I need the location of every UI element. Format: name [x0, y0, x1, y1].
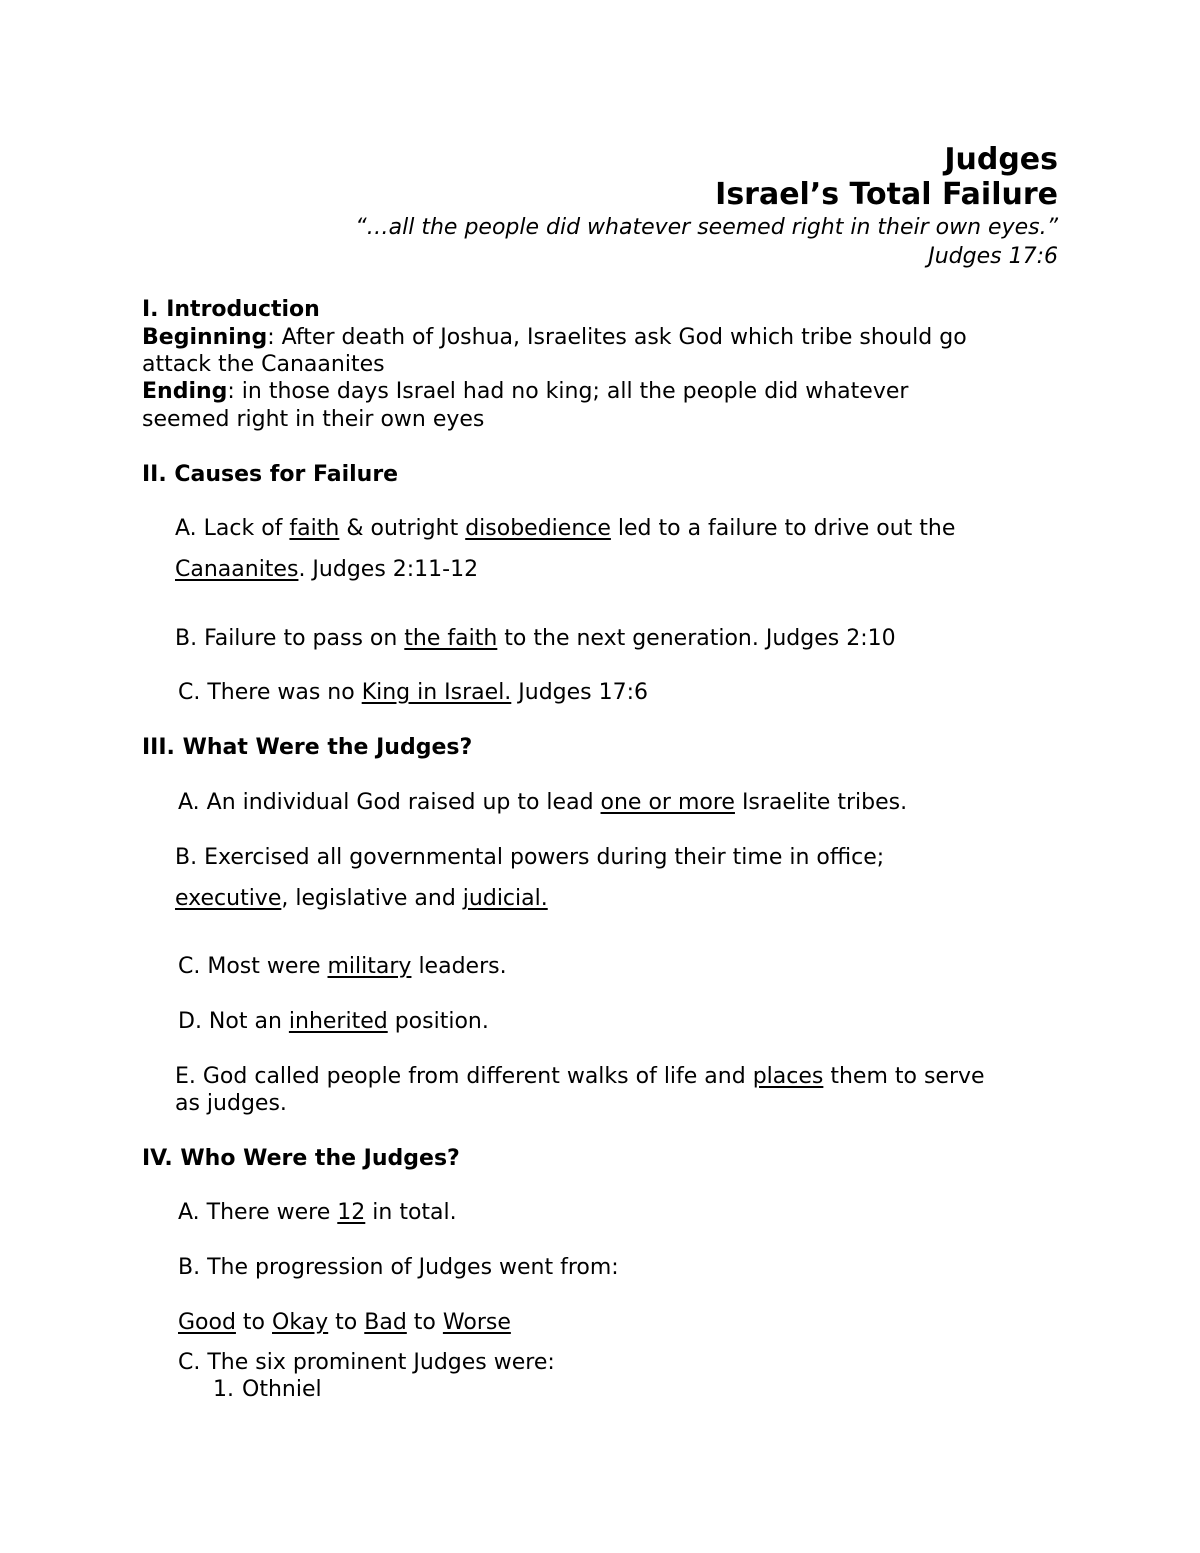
section-heading-what: III. What Were the Judges?: [142, 735, 473, 760]
underlined-term: Bad: [364, 1310, 407, 1335]
what-item-a: [178, 789, 907, 817]
document-title: Judges: [944, 142, 1058, 177]
item-text: D. Not an: [178, 1009, 289, 1034]
item-text: A. An individual God raised up to lead: [178, 790, 601, 815]
section-heading-introduction: I. Introduction: [142, 297, 320, 322]
progression-line: [178, 1309, 511, 1337]
item-text: A. There were: [178, 1200, 338, 1225]
list-number: 1.: [213, 1377, 234, 1402]
intro-beginning-line: [142, 324, 967, 351]
underlined-term: disobedience: [465, 516, 611, 541]
causes-item-c: [178, 679, 648, 707]
underlined-term: Worse: [442, 1310, 511, 1335]
item-text: them to serve: [823, 1064, 985, 1089]
section-heading-causes: II. Causes for Failure: [142, 462, 399, 487]
item-text: C. Most were: [178, 954, 328, 979]
underlined-term: inherited: [288, 1009, 388, 1034]
underlined-term: places: [752, 1064, 824, 1089]
item-text: led to a failure to drive out the: [610, 516, 956, 541]
ending-label: Ending: [142, 379, 228, 404]
causes-item-a-line-2: [175, 556, 478, 584]
underlined-term: faith: [289, 516, 340, 541]
causes-item-a: [175, 515, 955, 543]
underlined-term: 12: [337, 1200, 366, 1225]
epigraph-reference: Judges 17:6: [928, 244, 1058, 269]
document-subtitle: Israel’s Total Failure: [715, 177, 1058, 212]
item-text: in total.: [365, 1200, 457, 1225]
item-text: position.: [387, 1009, 489, 1034]
ending-text: : in those days Israel had no king; all the people did whatever: [227, 379, 909, 404]
underlined-term: King in Israel.: [361, 680, 512, 705]
item-text: leaders.: [411, 954, 507, 979]
epigraph-quote: “…all the people did whatever seemed right in their own eyes.”: [355, 215, 1058, 240]
item-text: A. Lack of: [175, 516, 290, 541]
what-item-c: [178, 953, 507, 981]
who-item-b: B. The progression of Judges went from:: [178, 1255, 619, 1280]
item-text: to the next generation. Judges 2:10: [497, 626, 896, 651]
item-text: to: [328, 1310, 365, 1335]
item-text: to: [406, 1310, 443, 1335]
underlined-term: military: [327, 954, 412, 979]
list-item-text: Othniel: [242, 1377, 322, 1402]
item-text: B. Failure to pass on: [175, 626, 405, 651]
item-text: Judges 17:6: [511, 680, 649, 705]
underlined-term: one or more: [600, 790, 735, 815]
what-item-e-line-2: as judges.: [175, 1091, 287, 1116]
beginning-label: Beginning: [142, 325, 268, 350]
what-item-b: B. Exercised all governmental powers during their time in office;: [175, 845, 885, 870]
intro-ending-line-2: seemed right in their own eyes: [142, 407, 485, 432]
underlined-term: the faith: [404, 626, 498, 651]
what-item-d: [178, 1008, 489, 1036]
underlined-term: Good: [178, 1310, 236, 1335]
intro-ending-line: [142, 378, 908, 405]
underlined-term: judicial.: [462, 886, 548, 911]
causes-item-b: [175, 625, 896, 653]
judges-list-item: [213, 1376, 322, 1404]
item-text: C. There was no: [178, 680, 362, 705]
beginning-text: : After death of Joshua, Israelites ask God which tribe should go: [267, 325, 967, 350]
item-text: , legislative and: [281, 886, 463, 911]
what-item-b-line-2: [175, 885, 548, 913]
item-text: . Judges 2:11-12: [298, 557, 479, 582]
section-heading-who: IV. Who Were the Judges?: [142, 1146, 460, 1171]
underlined-term: Canaanites: [175, 557, 299, 582]
item-text: E. God called people from different walks of life and: [175, 1064, 753, 1089]
who-item-a: [178, 1199, 457, 1227]
what-item-e: [175, 1063, 985, 1091]
who-item-c: C. The six prominent Judges were:: [178, 1350, 555, 1375]
item-text: to: [235, 1310, 273, 1335]
intro-beginning-line-2: attack the Canaanites: [142, 352, 385, 377]
underlined-term: executive: [175, 886, 282, 911]
item-text: Israelite tribes.: [734, 790, 908, 815]
underlined-term: Okay: [272, 1310, 329, 1335]
item-text: & outright: [339, 516, 466, 541]
